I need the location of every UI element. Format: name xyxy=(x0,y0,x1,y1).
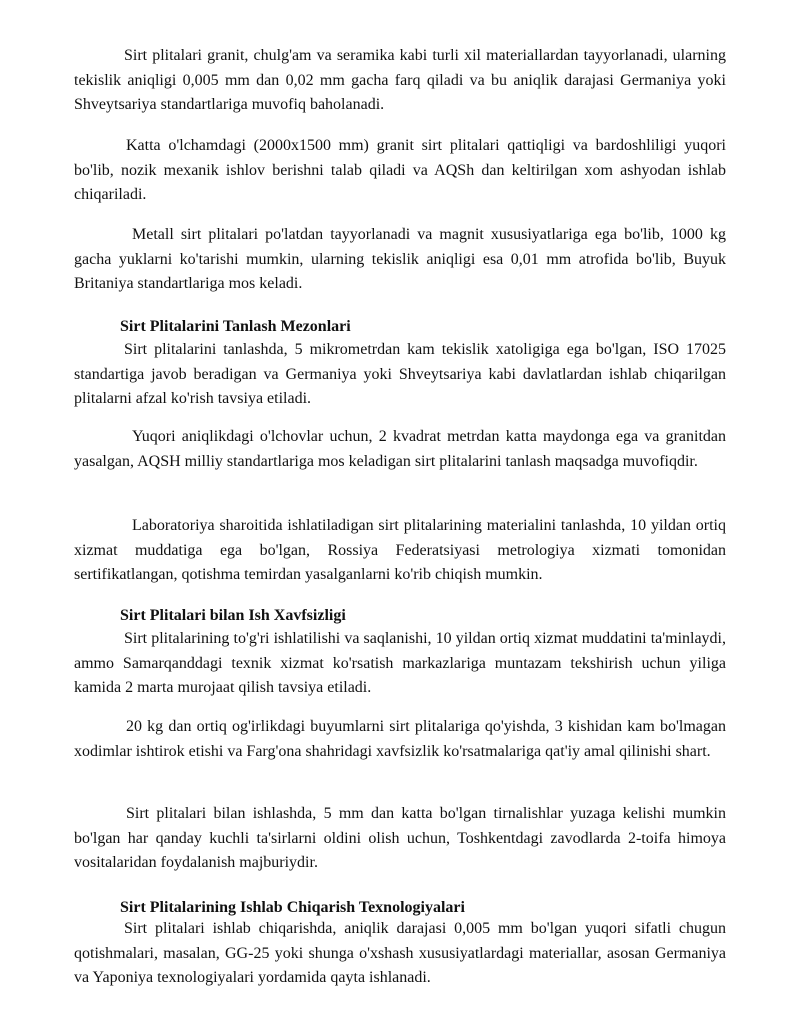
section-heading: Sirt Plitalarining Ishlab Chiqarish Texnologiyalari xyxy=(120,899,465,916)
paragraph: Laboratoriya sharoitida ishlatiladigan sirt plitalarining materialini tanlashda, 10 yildan ortiq xizmat muddatiga ega bo'lgan, Rossiya Federatsiyasi metrologiya xizmati tomonidan sertifikatlangan, qotishma temirdan yasalganlarni ko'rib chiqish mumkin. xyxy=(74,517,726,583)
paragraph: Sirt plitalarini tanlashda, 5 mikrometrdan kam tekislik xatoligiga ega bo'lgan, ISO 17025 standartiga javob beradigan va Germaniya yoki Shveytsariya kabi davlatlardan ishlab chiqarilgan plitalarni afzal ko'rish tavsiya etiladi. xyxy=(74,341,726,407)
paragraph: Sirt plitalari granit, chulg'am va seramika kabi turli xil materiallardan tayyorlanadi, ularning tekislik aniqligi 0,005 mm dan 0,02 mm gacha farq qiladi va bu aniqlik darajasi Germaniya yoki Shveytsariya standartlariga muvofiq baholanadi. xyxy=(74,47,726,113)
paragraph: Sirt plitalari ishlab chiqarishda, aniqlik darajasi 0,005 mm bo'lgan yuqori sifatli chugun qotishmalari, masalan, GG-25 yoki shunga o'xshash xususiyatlardagi materiallar, asosan Germaniya va Yaponiya texnologiyalari yordamida qayta ishlanadi. xyxy=(74,920,726,986)
paragraph: Sirt plitalari bilan ishlashda, 5 mm dan katta bo'lgan tirnalishlar yuzaga kelishi mumkin bo'lgan har qanday kuchli ta'sirlarni oldini olish uchun, Toshkentdagi zavodlarda 2-toifa himoya vositalaridan foydalanish majburiydir. xyxy=(74,805,726,871)
paragraph: Katta o'lchamdagi (2000x1500 mm) granit sirt plitalari qattiqligi va bardoshliligi yuqori bo'lib, nozik mexanik ishlov berishni talab qiladi va AQSh dan keltirilgan xom ashyodan ishlab chiqariladi. xyxy=(74,137,726,203)
paragraph: Metall sirt plitalari po'latdan tayyorlanadi va magnit xususiyatlariga ega bo'lib, 1000 kg gacha yuklarni ko'tarishi mumkin, ularning tekislik aniqligi esa 0,01 mm atrofida bo'lib, Buyuk Britaniya standartlariga mos keladi. xyxy=(74,226,726,292)
paragraph: Yuqori aniqlikdagi o'lchovlar uchun, 2 kvadrat metrdan katta maydonga ega va granitdan yasalgan, AQSH milliy standartlariga mos keladigan sirt plitalarini tanlash maqsadga muvofiqdir. xyxy=(74,428,726,470)
section-heading: Sirt Plitalarini Tanlash Mezonlari xyxy=(120,318,351,335)
paragraph: 20 kg dan ortiq og'irlikdagi buyumlarni sirt plitalariga qo'yishda, 3 kishidan kam bo'lmagan xodimlar ishtirok etishi va Farg'ona shahridagi xavfsizlik ko'rsatmalariga qat'iy amal qilinishi shart. xyxy=(74,718,726,760)
paragraph: Sirt plitalarining to'g'ri ishlatilishi va saqlanishi, 10 yildan ortiq xizmat muddatini ta'minlaydi, ammo Samarqanddagi texnik xizmat ko'rsatish markazlariga muntazam tekshirish uchun yiliga kamida 2 marta murojaat qilish tavsiya etiladi. xyxy=(74,630,726,696)
section-heading: Sirt Plitalari bilan Ish Xavfsizligi xyxy=(120,607,346,624)
